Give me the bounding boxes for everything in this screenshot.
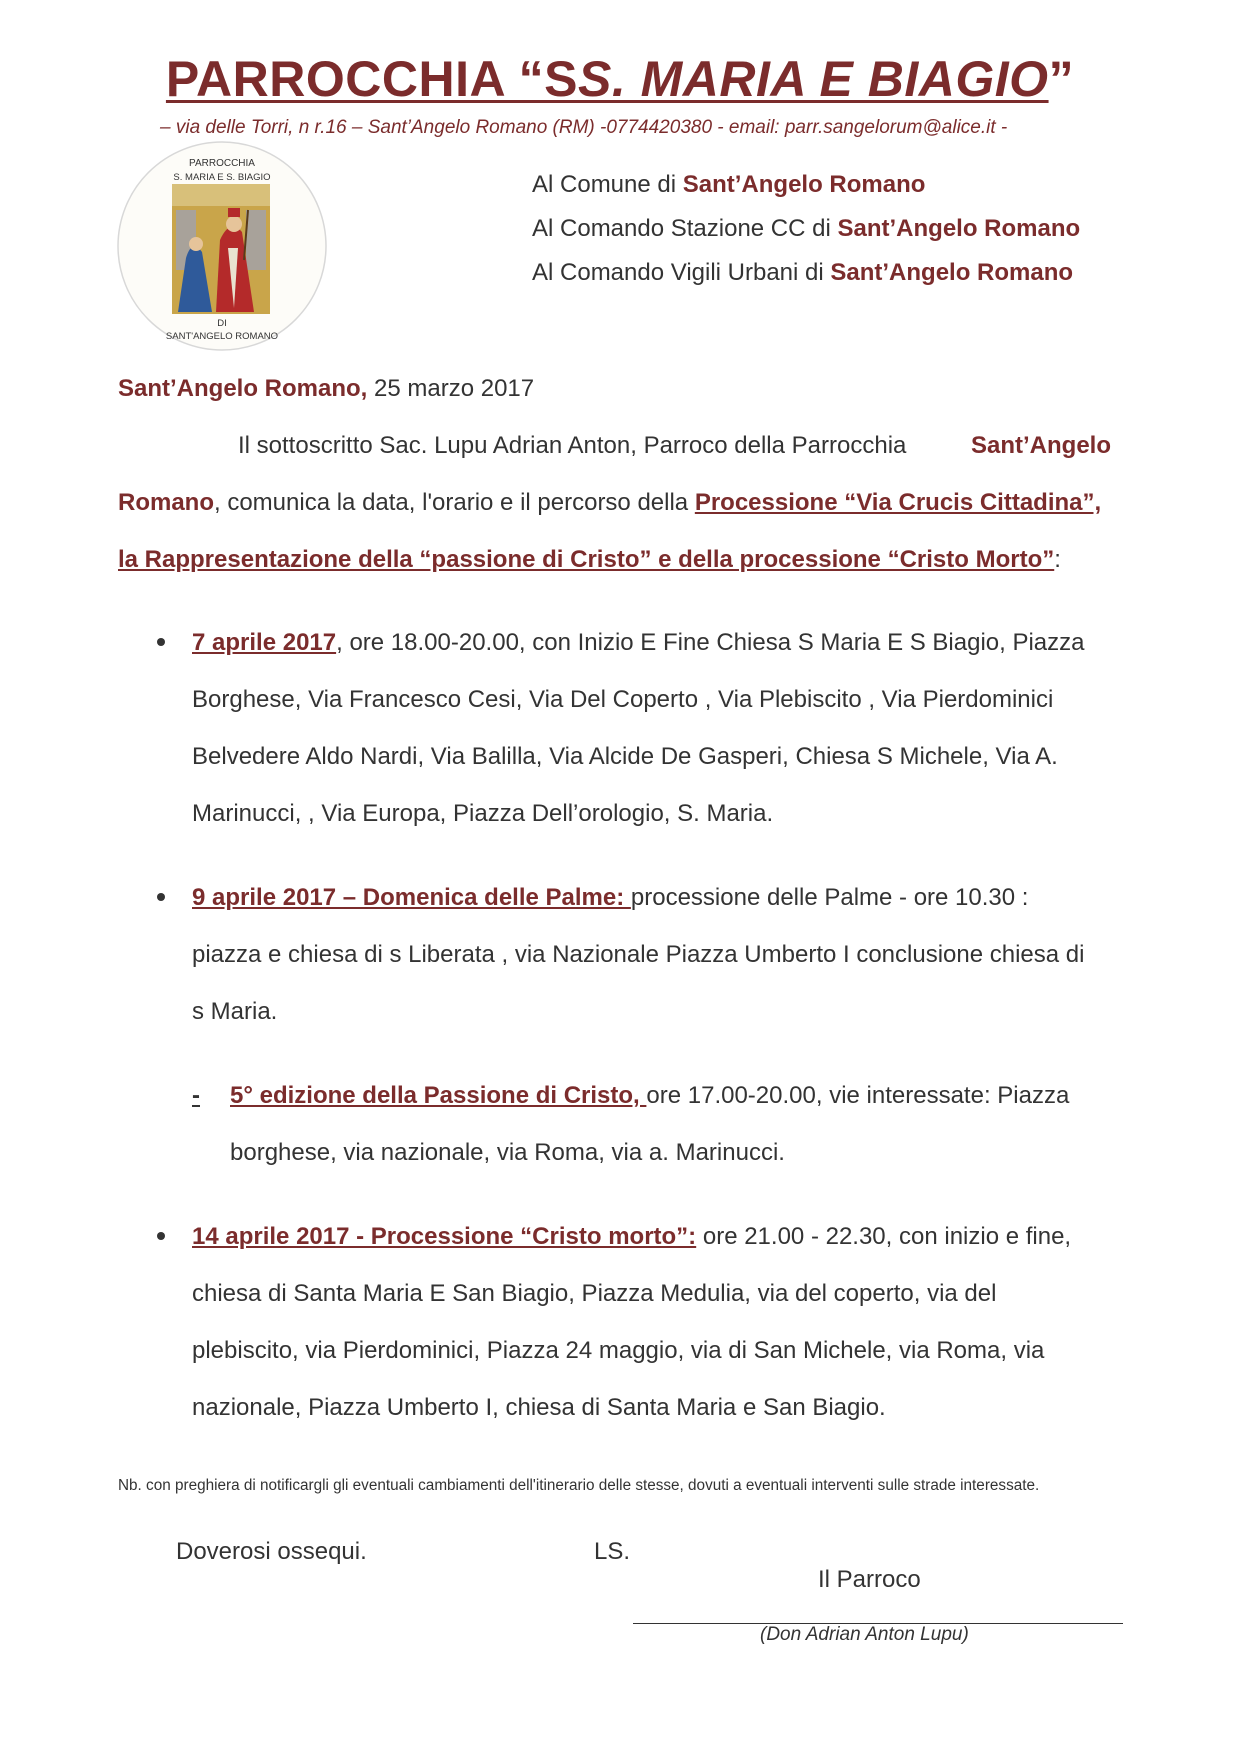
intro-line-1-bold: [971, 432, 1111, 460]
intro-procession-title: Processione “Via Crucis Cittadina”,: [694, 489, 1102, 516]
event-4-line-1: [192, 1223, 1071, 1251]
closing-greeting: Doverosi ossequi.: [176, 1538, 367, 1565]
addressee-3-prefix: Al Comando Vigili Urbani di: [532, 259, 831, 286]
event-2-line-1: [192, 884, 1028, 912]
event-2-text-1: processione delle Palme - ore 10.30 :: [630, 884, 1029, 911]
intro-bold-2: Romano: [118, 489, 214, 516]
event-1-line-3: Belvedere Aldo Nardi, Via Balilla, Via Alcide De Gasperi, Chiesa S Michele, Via A.: [192, 743, 1058, 770]
note-text: Nb. con preghiera di notificargli gli eventuali cambiamenti dell'itinerario delle stesse, dovuti a eventuali interventi sulle strade interessate.: [118, 1477, 1040, 1494]
intro-line-1: [238, 432, 906, 460]
event-3-dash: -: [192, 1082, 200, 1109]
addressee-2: [532, 207, 1080, 251]
title-prefix: PARROCCHIA “S: [165, 51, 578, 107]
addressee-3: [532, 251, 1080, 295]
title-suffix: ”: [1048, 51, 1075, 107]
event-4-line-4: nazionale, Piazza Umberto I, chiesa di Santa Maria e San Biagio.: [192, 1394, 886, 1421]
contact-line: – via delle Torri, n r.16 – Sant’Angelo Romano (RM) -0774420380 - email: parr.sangelorum@alice.it -: [160, 117, 1008, 138]
addressee-2-prefix: Al Comando Stazione CC di: [532, 215, 838, 242]
intro-text-2: , comunica la data, l'orario e il percorso della: [214, 489, 695, 516]
addressee-2-place: Sant’Angelo Romano: [837, 215, 1081, 242]
addressee-1-prefix: Al Comune di: [532, 171, 683, 198]
event-3-text-1: ore 17.00-20.00, vie interessate: Piazza: [646, 1082, 1070, 1109]
logo-text-1: PARROCCHIA: [189, 158, 255, 169]
addressee-block: [532, 163, 1080, 295]
title-italic: S. MARIA E BIAGIO: [578, 51, 1049, 107]
event-4-line-3: plebiscito, via Pierdominici, Piazza 24 maggio, via di San Michele, via Roma, via: [192, 1337, 1045, 1364]
logo-text-2: S. MARIA E S. BIAGIO: [173, 172, 271, 183]
event-1-line-2: Borghese, Via Francesco Cesi, Via Del Coperto , Via Plebiscito , Via Pierdominici: [192, 686, 1054, 713]
event-2-line-3: s Maria.: [192, 998, 278, 1025]
event-1-date: 7 aprile 2017: [192, 629, 337, 656]
event-4-title: 14 aprile 2017 - Processione “Cristo morto”:: [192, 1223, 697, 1250]
event-4-text-1: ore 21.00 - 22.30, con inizio e fine,: [696, 1223, 1072, 1250]
date-place: Sant’Angelo Romano,: [118, 375, 368, 402]
saints-painting: [172, 184, 270, 314]
addressee-3-place: Sant’Angelo Romano: [830, 259, 1074, 286]
logo-text-4: SANT'ANGELO ROMANO: [165, 331, 279, 342]
bullet-icon: [157, 638, 165, 646]
event-3-title: 5° edizione della Passione di Cristo,: [230, 1082, 647, 1109]
intro-line-2: [118, 489, 1101, 517]
event-4-line-2: chiesa di Santa Maria E San Biagio, Piazza Medulia, via del coperto, via del: [192, 1280, 997, 1307]
event-2-line-2: piazza e chiesa di s Liberata , via Nazionale Piazza Umberto I conclusione chiesa di: [192, 941, 1085, 968]
event-1-line-1: [192, 629, 1085, 657]
signature-role: Il Parroco: [818, 1566, 921, 1593]
bullet-icon: [157, 1232, 165, 1240]
date-line: [118, 375, 534, 403]
bullet-icon: [157, 893, 165, 901]
signature-name: (Don Adrian Anton Lupu): [760, 1624, 969, 1645]
addressee-1: [532, 163, 1080, 207]
event-1-line-4: Marinucci, , Via Europa, Piazza Dell’orologio, S. Maria.: [192, 800, 774, 827]
event-3-line-1: [230, 1082, 1069, 1110]
intro-representation-title: la Rappresentazione della “passione di Cristo” e della processione “Cristo Morto”: [118, 546, 1055, 573]
logo-text-3: DI: [217, 318, 227, 329]
event-1-text-1: , ore 18.00-20.00, con Inizio E Fine Chiesa S Maria E S Biagio, Piazza: [336, 629, 1085, 656]
closing-ls: LS.: [594, 1538, 631, 1565]
parish-logo: [116, 140, 328, 352]
intro-bold-1: Sant’Angelo: [971, 432, 1112, 459]
intro-colon: :: [1054, 546, 1061, 573]
intro-text-1: Il sottoscritto Sac. Lupu Adrian Anton, Parroco della Parrocchia: [238, 432, 907, 459]
parish-title: [0, 50, 1240, 108]
event-2-date: 9 aprile 2017 – Domenica delle Palme:: [192, 884, 631, 911]
intro-line-3: [118, 546, 1061, 574]
addressee-1-place: Sant’Angelo Romano: [682, 171, 926, 198]
date-value: 25 marzo 2017: [367, 375, 535, 402]
event-3-line-2: borghese, via nazionale, via Roma, via a. Marinucci.: [230, 1139, 785, 1166]
